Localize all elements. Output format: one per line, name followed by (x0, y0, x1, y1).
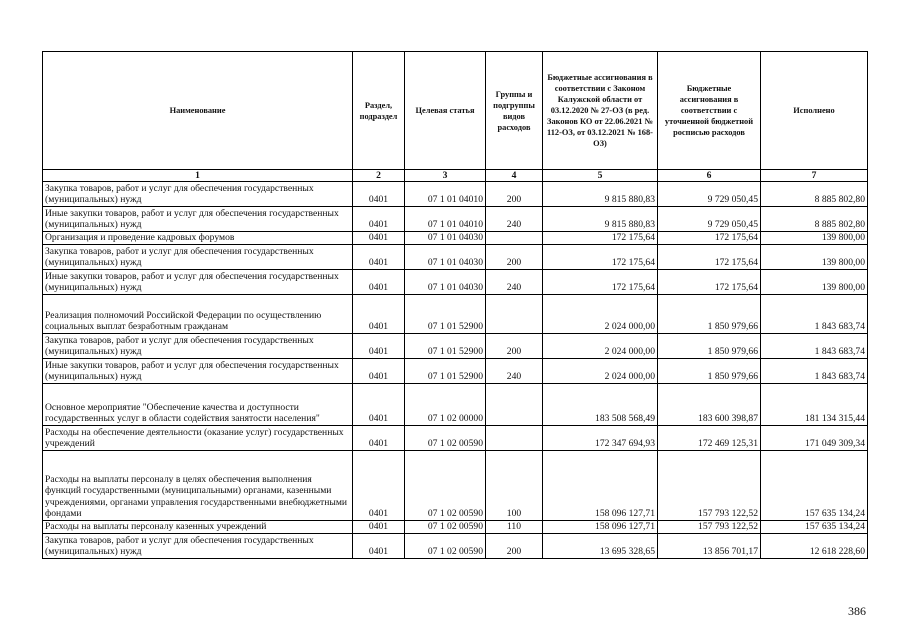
row-executed: 1 843 683,74 (761, 359, 868, 384)
row-section: 0401 (353, 451, 405, 521)
row-plan-allocation: 9 729 050,45 (658, 207, 761, 232)
row-plan-allocation: 13 856 701,17 (658, 534, 761, 559)
row-executed: 139 800,00 (761, 270, 868, 295)
row-group: 200 (486, 245, 543, 270)
row-law-allocation: 158 096 127,71 (543, 451, 658, 521)
table-row (43, 521, 868, 534)
column-number: 5 (543, 170, 658, 182)
row-article: 07 1 02 00590 (405, 534, 486, 559)
budget-table (42, 51, 868, 559)
row-executed: 12 618 228,60 (761, 534, 868, 559)
header-group: Группы и подгруппы видов расходов (486, 52, 543, 170)
header-row (43, 52, 868, 170)
row-law-allocation: 9 815 880,83 (543, 182, 658, 207)
row-plan-allocation: 172 175,64 (658, 270, 761, 295)
row-law-allocation: 172 347 694,93 (543, 426, 658, 451)
row-plan-allocation: 1 850 979,66 (658, 359, 761, 384)
row-executed: 171 049 309,34 (761, 426, 868, 451)
row-executed: 1 843 683,74 (761, 295, 868, 334)
row-section: 0401 (353, 384, 405, 426)
row-group: 100 (486, 451, 543, 521)
row-law-allocation: 183 508 568,49 (543, 384, 658, 426)
table-row (43, 451, 868, 521)
row-section: 0401 (353, 521, 405, 534)
row-name: Закупка товаров, работ и услуг для обеспечения государственных (муниципальных) нужд (43, 245, 353, 270)
table-row (43, 245, 868, 270)
row-law-allocation: 2 024 000,00 (543, 295, 658, 334)
row-executed: 8 885 802,80 (761, 207, 868, 232)
row-executed: 1 843 683,74 (761, 334, 868, 359)
table-row (43, 182, 868, 207)
row-law-allocation: 172 175,64 (543, 270, 658, 295)
column-number: 1 (43, 170, 353, 182)
row-plan-allocation: 1 850 979,66 (658, 295, 761, 334)
row-plan-allocation: 172 469 125,31 (658, 426, 761, 451)
row-law-allocation: 13 695 328,65 (543, 534, 658, 559)
column-number: 2 (353, 170, 405, 182)
row-executed: 181 134 315,44 (761, 384, 868, 426)
table-row (43, 534, 868, 559)
row-plan-allocation: 157 793 122,52 (658, 451, 761, 521)
row-executed: 139 800,00 (761, 232, 868, 245)
row-law-allocation: 2 024 000,00 (543, 334, 658, 359)
table-row (43, 359, 868, 384)
header-law-allocation: Бюджетные ассигнования в соответствии с Законом Калужской области от 03.12.2020 № 27-ОЗ (в ред. Законов КО от 22.06.2021 № 112-ОЗ, от 03.12.2021 № 168-ОЗ) (543, 52, 658, 170)
row-group (486, 426, 543, 451)
row-group (486, 384, 543, 426)
row-name: Основное мероприятие "Обеспечение качества и доступности государственных услуг в области содействия занятости населения" (43, 384, 353, 426)
row-plan-allocation: 1 850 979,66 (658, 334, 761, 359)
row-article: 07 1 01 04030 (405, 232, 486, 245)
row-section: 0401 (353, 232, 405, 245)
header-plan-allocation: Бюджетные ассигнования в соответствии с уточненной бюджетной росписью расходов (658, 52, 761, 170)
row-article: 07 1 02 00000 (405, 384, 486, 426)
row-section: 0401 (353, 426, 405, 451)
row-plan-allocation: 157 793 122,52 (658, 521, 761, 534)
row-article: 07 1 01 52900 (405, 359, 486, 384)
table-row (43, 207, 868, 232)
row-executed: 157 635 134,24 (761, 451, 868, 521)
row-name: Иные закупки товаров, работ и услуг для обеспечения государственных (муниципальных) нужд (43, 270, 353, 295)
row-article: 07 1 02 00590 (405, 521, 486, 534)
row-name: Расходы на обеспечение деятельности (оказание услуг) государственных учреждений (43, 426, 353, 451)
row-plan-allocation: 9 729 050,45 (658, 182, 761, 207)
table-row (43, 295, 868, 334)
row-plan-allocation: 172 175,64 (658, 232, 761, 245)
row-group: 200 (486, 334, 543, 359)
row-section: 0401 (353, 207, 405, 232)
table-row (43, 270, 868, 295)
row-section: 0401 (353, 334, 405, 359)
row-article: 07 1 01 04030 (405, 270, 486, 295)
row-section: 0401 (353, 534, 405, 559)
row-group: 200 (486, 534, 543, 559)
row-group: 240 (486, 359, 543, 384)
row-name: Организация и проведение кадровых форумов (43, 232, 353, 245)
column-number: 3 (405, 170, 486, 182)
row-plan-allocation: 183 600 398,87 (658, 384, 761, 426)
row-group (486, 232, 543, 245)
table-row (43, 426, 868, 451)
row-article: 07 1 01 04010 (405, 207, 486, 232)
header-name: Наименование (43, 52, 353, 170)
row-group: 200 (486, 182, 543, 207)
row-article: 07 1 01 04030 (405, 245, 486, 270)
table-row (43, 334, 868, 359)
row-name: Реализация полномочий Российской Федерации по осуществлению социальных выплат безработным гражданам (43, 295, 353, 334)
row-law-allocation: 9 815 880,83 (543, 207, 658, 232)
row-plan-allocation: 172 175,64 (658, 245, 761, 270)
row-executed: 157 635 134,24 (761, 521, 868, 534)
row-law-allocation: 172 175,64 (543, 232, 658, 245)
column-number: 6 (658, 170, 761, 182)
header-executed: Исполнено (761, 52, 868, 170)
row-section: 0401 (353, 270, 405, 295)
row-law-allocation: 172 175,64 (543, 245, 658, 270)
row-group: 240 (486, 270, 543, 295)
row-group (486, 295, 543, 334)
page-number: 386 (848, 604, 866, 618)
column-number-row (43, 170, 868, 182)
row-name: Закупка товаров, работ и услуг для обеспечения государственных (муниципальных) нужд (43, 182, 353, 207)
row-section: 0401 (353, 245, 405, 270)
row-name: Иные закупки товаров, работ и услуг для обеспечения государственных (муниципальных) нужд (43, 207, 353, 232)
row-article: 07 1 01 52900 (405, 295, 486, 334)
column-number: 7 (761, 170, 868, 182)
row-article: 07 1 01 04010 (405, 182, 486, 207)
row-law-allocation: 158 096 127,71 (543, 521, 658, 534)
row-name: Закупка товаров, работ и услуг для обеспечения государственных (муниципальных) нужд (43, 334, 353, 359)
row-group: 240 (486, 207, 543, 232)
header-section: Раздел, подраздел (353, 52, 405, 170)
row-article: 07 1 02 00590 (405, 426, 486, 451)
row-section: 0401 (353, 359, 405, 384)
row-name: Иные закупки товаров, работ и услуг для обеспечения государственных (муниципальных) нужд (43, 359, 353, 384)
row-section: 0401 (353, 295, 405, 334)
row-executed: 8 885 802,80 (761, 182, 868, 207)
row-article: 07 1 01 52900 (405, 334, 486, 359)
row-group: 110 (486, 521, 543, 534)
row-article: 07 1 02 00590 (405, 451, 486, 521)
row-name: Расходы на выплаты персоналу казенных учреждений (43, 521, 353, 534)
column-number: 4 (486, 170, 543, 182)
table-row (43, 384, 868, 426)
row-name: Расходы на выплаты персоналу в целях обеспечения выполнения функций государственными (муниципальными) органами, казенными учреждениями, органами управления государственными внебюджетными фондами (43, 451, 353, 521)
row-law-allocation: 2 024 000,00 (543, 359, 658, 384)
header-article: Целевая статья (405, 52, 486, 170)
row-section: 0401 (353, 182, 405, 207)
row-name: Закупка товаров, работ и услуг для обеспечения государственных (муниципальных) нужд (43, 534, 353, 559)
table-row (43, 232, 868, 245)
row-executed: 139 800,00 (761, 245, 868, 270)
